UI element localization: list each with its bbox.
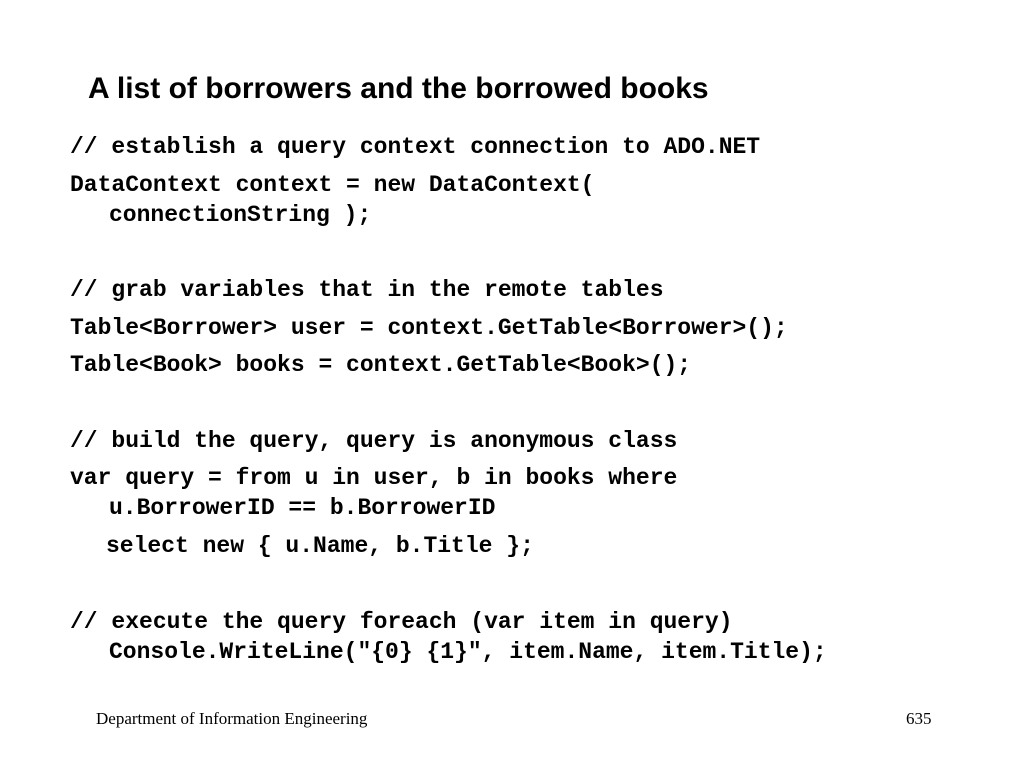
code-line-where-clause: u.BorrowerID == b.BorrowerID	[109, 495, 496, 521]
code-line-var-query: var query = from u in user, b in books where	[70, 465, 678, 491]
code-comment-build: // build the query, query is anonymous class	[70, 428, 678, 454]
code-comment-execute: // execute the query foreach (var item in query)	[70, 609, 733, 635]
code-line-table-borrower: Table<Borrower> user = context.GetTable<Borrower>();	[70, 315, 788, 341]
code-line-table-book: Table<Book> books = context.GetTable<Book>();	[70, 352, 692, 378]
code-line-datacontext: DataContext context = new DataContext(	[70, 172, 595, 198]
slide-title: A list of borrowers and the borrowed books	[88, 72, 709, 105]
code-block	[70, 0, 1010, 665]
footer-page-number: 635	[906, 709, 932, 728]
code-line-connectionstring: connectionString );	[109, 202, 372, 228]
code-line-console-writeline: Console.WriteLine("{0} {1}", item.Name, item.Title);	[109, 639, 827, 665]
footer-department: Department of Information Engineering	[96, 709, 368, 728]
code-comment-grab: // grab variables that in the remote tables	[70, 277, 664, 303]
code-comment-establish: // establish a query context connection to ADO.NET	[70, 134, 761, 160]
code-line-select: select new { u.Name, b.Title };	[106, 533, 534, 559]
